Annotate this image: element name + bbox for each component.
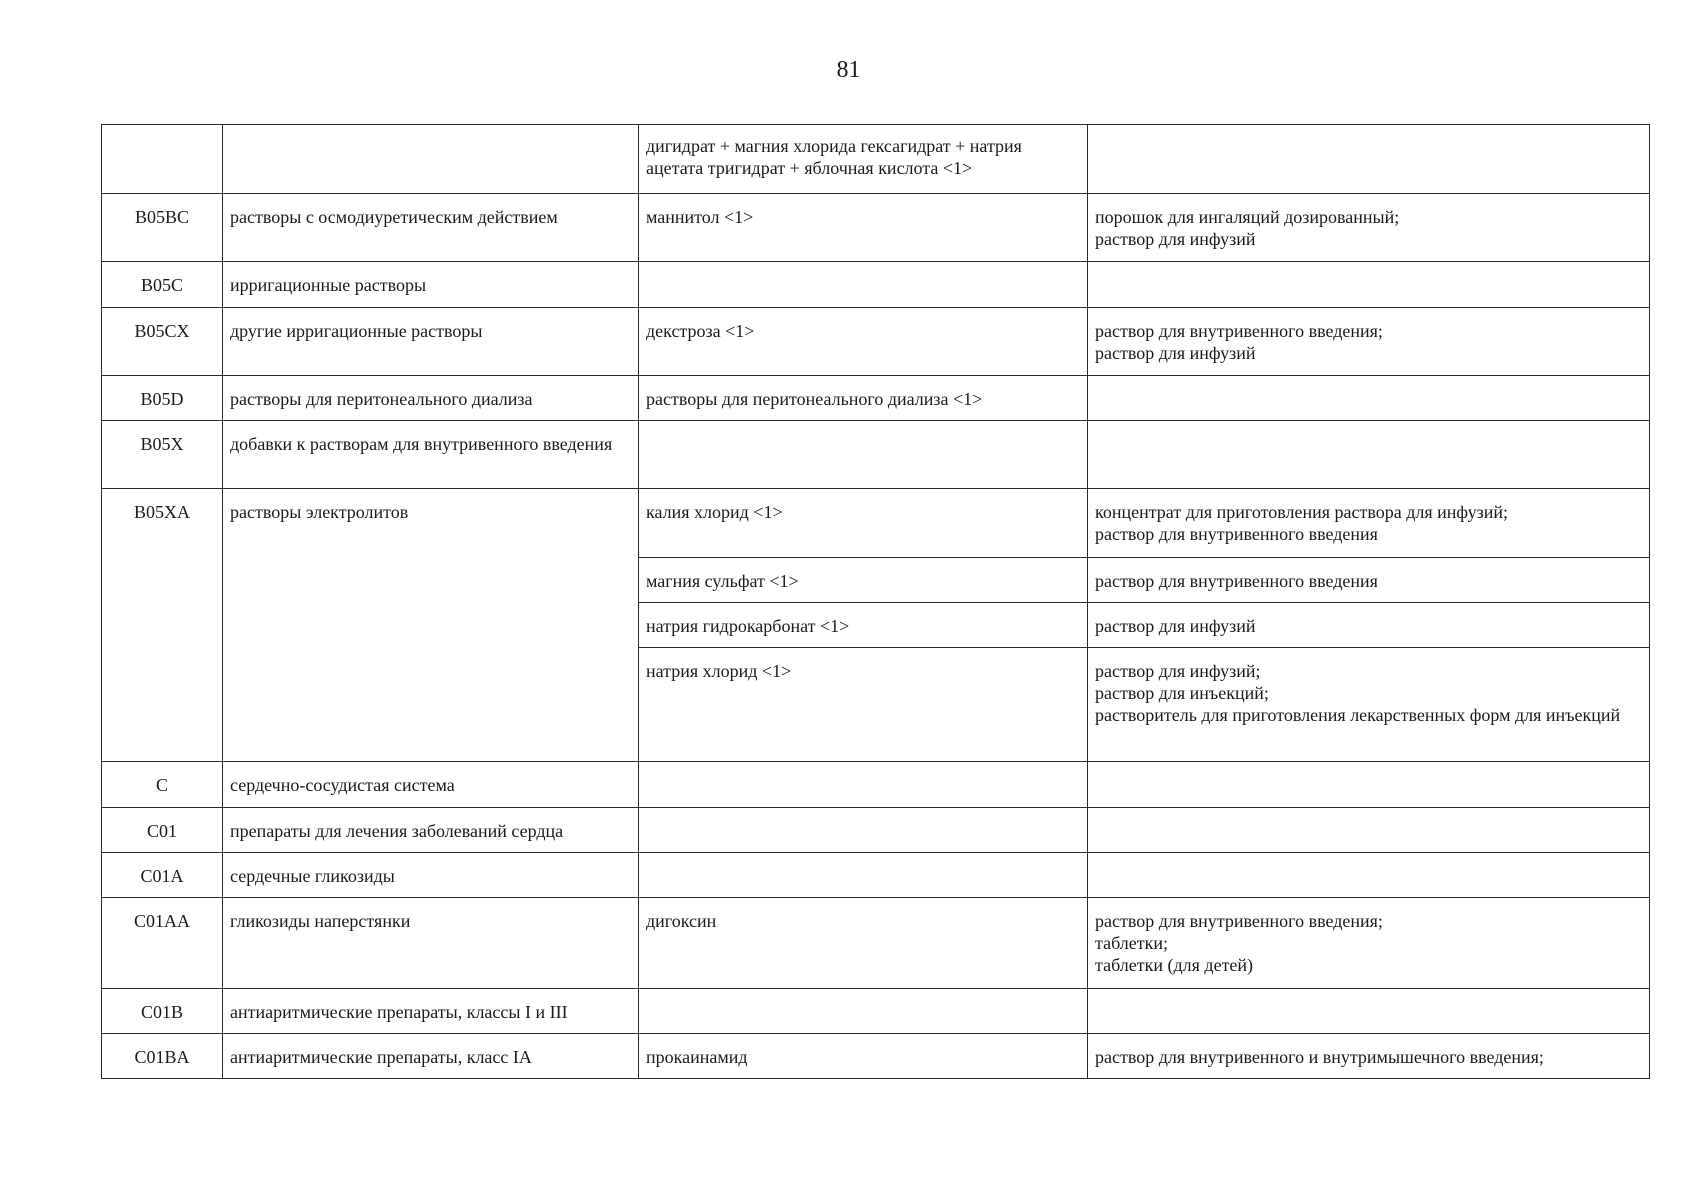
table-row [102,262,1650,308]
dosage-forms-cell [1088,989,1650,1034]
atc-code-cell: B05X [102,421,223,489]
drug-name-cell [639,808,1088,853]
drug-name-cell [639,762,1088,808]
drug-name-cell: прокаинамид [639,1034,1088,1079]
group-cell: растворы электролитов [223,489,639,762]
dosage-forms-cell: концентрат для приготовления раствора для инфузий; раствор для внутривенного введения [1088,489,1650,558]
table-row [102,489,1650,558]
group-cell: сердечно-сосудистая система [223,762,639,808]
drug-name-cell: декстроза <1> [639,308,1088,376]
drug-name-cell [639,853,1088,898]
drug-name-cell: дигоксин [639,898,1088,989]
dosage-forms-cell: порошок для ингаляций дозированный; раствор для инфузий [1088,194,1650,262]
group-cell: антиаритмические препараты, класс IA [223,1034,639,1079]
dosage-forms-cell: раствор для инфузий [1088,603,1650,648]
table-row [102,762,1650,808]
atc-code-cell: C01BA [102,1034,223,1079]
drug-name-cell [639,989,1088,1034]
dosage-forms-cell [1088,762,1650,808]
table-row [102,853,1650,898]
atc-code-cell: C01B [102,989,223,1034]
group-cell: ирригационные растворы [223,262,639,308]
drug-name-cell: натрия гидрокарбонат <1> [639,603,1088,648]
group-cell: антиаритмические препараты, классы I и III [223,989,639,1034]
drug-name-cell: магния сульфат <1> [639,558,1088,603]
dosage-forms-cell [1088,808,1650,853]
atc-code-cell: B05BC [102,194,223,262]
drug-name-cell: калия хлорид <1> [639,489,1088,558]
atc-code-cell: B05CX [102,308,223,376]
group-cell: добавки к растворам для внутривенного введения [223,421,639,489]
group-cell: гликозиды наперстянки [223,898,639,989]
atc-code-cell: C01A [102,853,223,898]
atc-code-cell: C01 [102,808,223,853]
drug-name-cell: дигидрат + магния хлорида гексагидрат + натрия ацетата тригидрат + яблочная кислота <1> [639,125,1088,194]
page-number: 81 [836,57,861,83]
table-row [102,125,1650,194]
table-row [102,421,1650,489]
dosage-forms-cell [1088,262,1650,308]
atc-code-cell [102,125,223,194]
dosage-forms-cell: раствор для внутривенного введения [1088,558,1650,603]
dosage-forms-cell [1088,853,1650,898]
dosage-forms-cell: раствор для внутривенного введения; раствор для инфузий [1088,308,1650,376]
table-row [102,194,1650,262]
atc-code-cell: C01AA [102,898,223,989]
table-row [102,376,1650,421]
atc-code-cell: B05C [102,262,223,308]
group-cell: другие ирригационные растворы [223,308,639,376]
group-cell: растворы для перитонеального диализа [223,376,639,421]
group-cell: препараты для лечения заболеваний сердца [223,808,639,853]
table-row [102,989,1650,1034]
dosage-forms-cell [1088,421,1650,489]
table-row [102,808,1650,853]
group-cell: сердечные гликозиды [223,853,639,898]
group-cell [223,125,639,194]
drug-table [101,124,1650,1079]
table-row [102,308,1650,376]
drug-name-cell [639,421,1088,489]
atc-code-cell: B05D [102,376,223,421]
drug-name-cell [639,262,1088,308]
dosage-forms-cell: раствор для внутривенного введения; таблетки; таблетки (для детей) [1088,898,1650,989]
atc-code-cell: C [102,762,223,808]
drug-name-cell: натрия хлорид <1> [639,648,1088,762]
dosage-forms-cell [1088,125,1650,194]
dosage-forms-cell: раствор для инфузий; раствор для инъекций; растворитель для приготовления лекарственных форм для инъекций [1088,648,1650,762]
drug-name-cell: растворы для перитонеального диализа <1> [639,376,1088,421]
dosage-forms-cell: раствор для внутривенного и внутримышечного введения; [1088,1034,1650,1079]
drug-name-cell: маннитол <1> [639,194,1088,262]
atc-code-cell: B05XA [102,489,223,762]
dosage-forms-cell [1088,376,1650,421]
table-row [102,1034,1650,1079]
table-row [102,898,1650,989]
group-cell: растворы с осмодиуретическим действием [223,194,639,262]
